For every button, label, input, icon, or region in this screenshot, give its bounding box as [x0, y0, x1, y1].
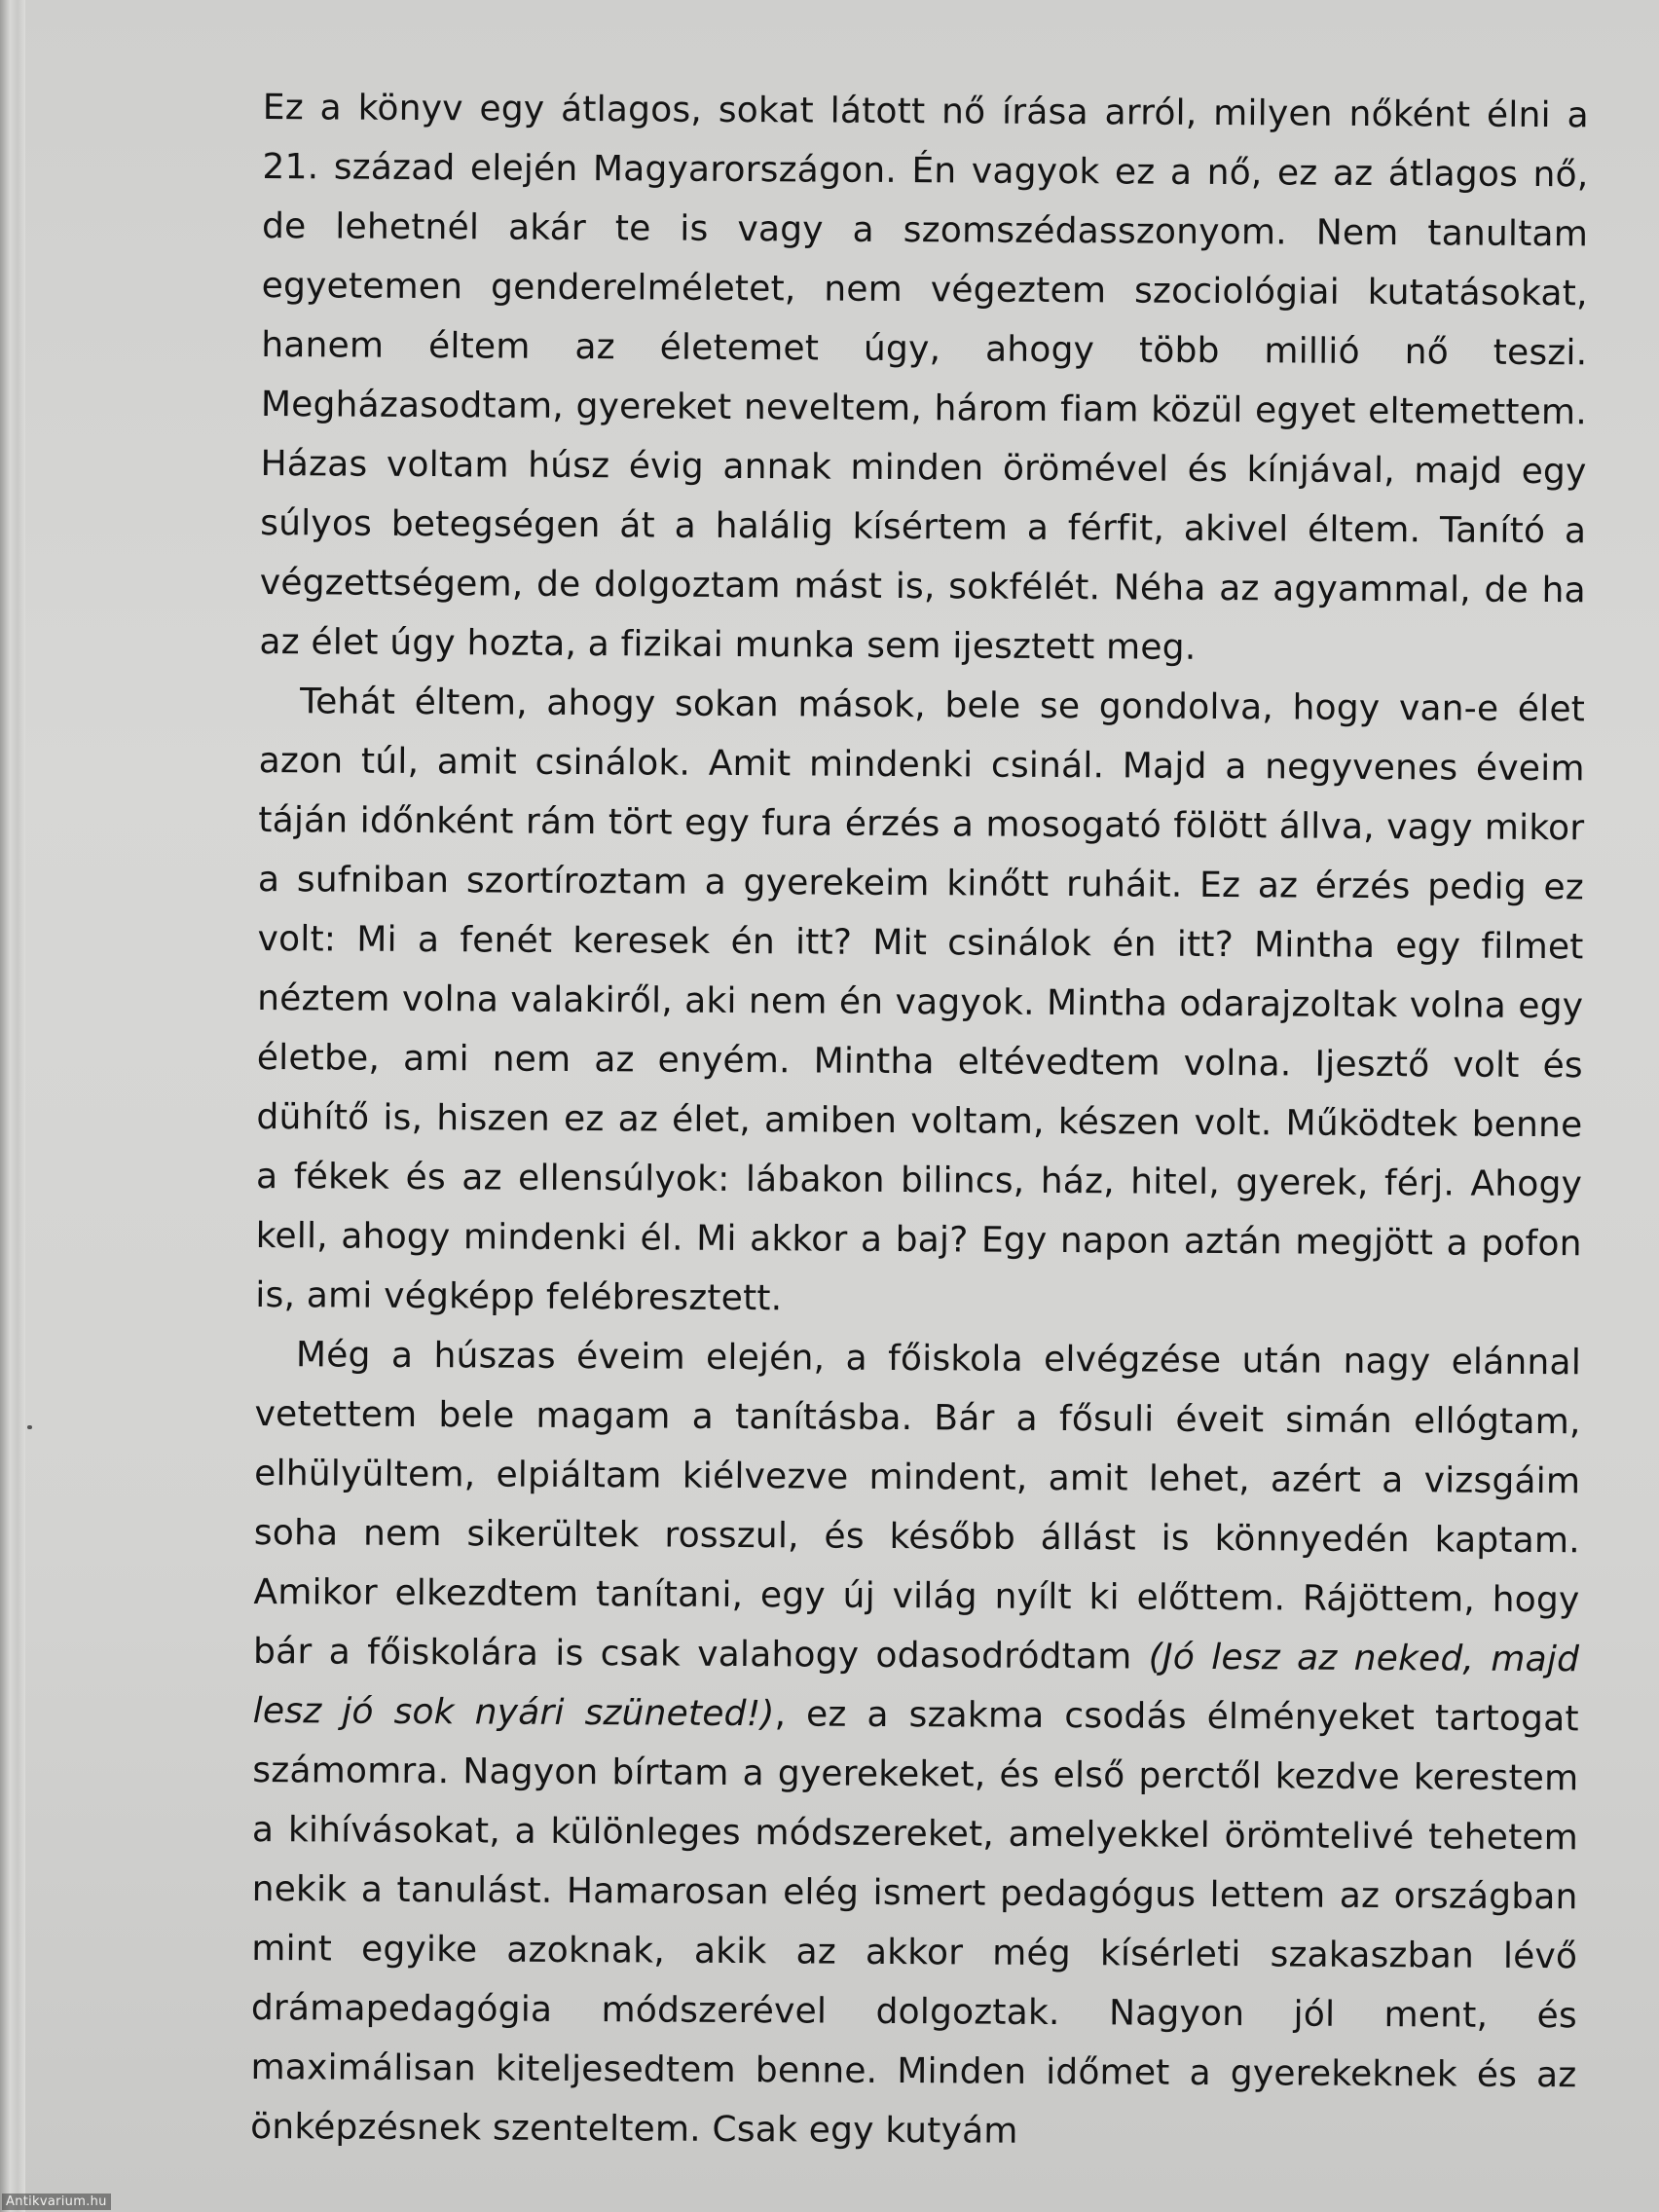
- book-spine-edge: [0, 0, 25, 2212]
- paragraph-2: Tehát éltem, ahogy sokan mások, bele se gondolva, hogy van-e élet azon túl, amit csinálok. Amit mindenki csinál. Majd a negyvenes éveim táján időnként rám tört egy fura érzés a mosogató fölött állva, vagy mikor a sufniban szortíroztam a gyerekeim kinőtt ruháit. Ez az érzés pedig ez volt: Mi a fenét keresek én itt? Mit csinálok én itt? Mintha egy filmet néztem volna valakiről, aki nem én vagyok. Mintha odarajzoltak volna egy életbe, ami nem az enyém. Mintha eltévedtem volna. Ijesztő volt és dühítő is, hiszen ez az élet, amiben voltam, készen volt. Működtek benne a fékek és az ellensúlyok: lábakon bilincs, ház, hitel, gyerek, férj. Ahogy kell, ahogy mindenki él. Mi akkor a baj? Egy napon aztán megjött a pofon is, ami végképp felébresztett.: [255, 682, 1586, 1319]
- paragraph-3: [250, 1325, 1581, 2164]
- watermark: Antikvarium.hu: [2, 2194, 111, 2210]
- book-page: [25, 0, 1659, 2212]
- paragraph-3-start: Még a húszas éveim elején, a főiskola elvégzése után nagy elánnal vetettem bele magam a tanításba. Bár a fősuli éveit simán ellógtam, elhülyültem, elpiáltam kiélvezve mindent, amit lehet, azért a vizsgáim soha nem sikerültek rosszul, és később állást is könnyedén kaptam. Amikor elkezdtem tanítani, egy új világ nyílt ki előttem. Rájöttem, hogy bár a főiskolára is csak valahogy odasodródtam: [253, 1335, 1582, 1677]
- paragraph-1: Ez a könyv egy átlagos, sokat látott nő írása arról, milyen nőként élni a 21. század elején Magyarországon. Én vagyok ez a nő, ez az átlagos nő, de lehetnél akár te is vagy a szomszédasszonyom. Nem tanultam egyetemen genderelméletet, nem végeztem szociológiai kutatásokat, hanem éltem az életemet úgy, ahogy több millió nő teszi. Megházasodtam, gyereket neveltem, három fiam közül egyet eltemettem. Házas voltam húsz évig annak minden örömével és kínjával, majd egy súlyos betegségen át a halálig kísértem a férfit, akivel éltem. Tanító a végzettségem, de dolgoztam mást is, sokfélét. Néha az agyammal, de ha az élet úgy hozta, a fizikai munka sem ijesztett meg.: [259, 87, 1589, 668]
- body-text: [250, 78, 1589, 2164]
- paragraph-3-end: , ez a szakma csodás élményeket tartogat számomra. Nagyon bírtam a gyerekeket, és első perctől kezdve kerestem a kihívásokat, a különleges módszereket, amelyekkel örömtelivé tehetem nekik a tanulást. Hamarosan elég ismert pedagógus lettem az országban mint egyike azoknak, akik az akkor még kísérleti szakaszban lévő drámapedagógia módszerével dolgoztak. Nagyon jól ment, és maximálisan kiteljesedtem benne. Minden időmet a gyerekeknek és az önképzésnek szenteltem. Csak egy kutyám: [250, 1694, 1579, 2152]
- page-speck: [27, 1425, 32, 1429]
- paragraph-3-italic-quote: (Jó lesz az neked, majd lesz jó sok nyári szüneted!): [252, 1637, 1580, 1735]
